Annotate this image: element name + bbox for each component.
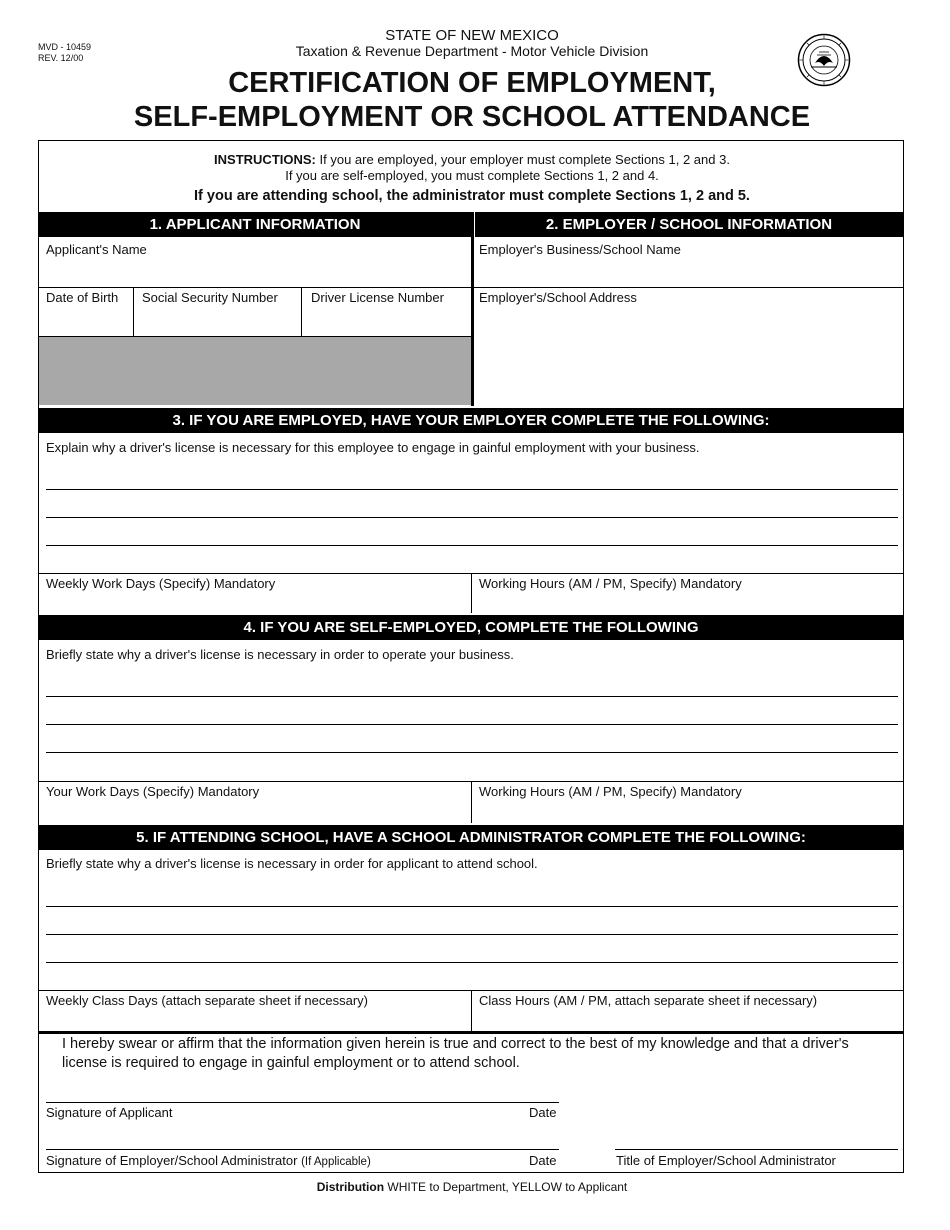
instructions-label: INSTRUCTIONS: <box>214 152 316 167</box>
divider <box>471 990 472 1032</box>
section2-header: 2. EMPLOYER / SCHOOL INFORMATION <box>475 212 903 237</box>
divider <box>133 287 134 336</box>
section5-header: 5. IF ATTENDING SCHOOL, HAVE A SCHOOL ADMINISTRATOR COMPLETE THE FOLLOWING: <box>39 825 903 850</box>
form-title-line2: SELF-EMPLOYMENT OR SCHOOL ATTENDANCE <box>133 101 811 133</box>
section4-explain-label: Briefly state why a driver's license is necessary in order to operate your business. <box>46 647 514 662</box>
ssn-field[interactable]: Social Security Number <box>142 290 278 305</box>
weekly-class-days-field[interactable]: Weekly Class Days (attach separate sheet if necessary) <box>46 993 369 1008</box>
employer-signature-line[interactable] <box>46 1149 559 1150</box>
instructions-text1: If you are employed, your employer must complete Sections 1, 2 and 3. <box>319 152 730 167</box>
section5-line3[interactable] <box>46 962 898 963</box>
applicant-signature-line[interactable] <box>46 1102 559 1103</box>
section4-line2[interactable] <box>46 724 898 725</box>
section3-line1[interactable] <box>46 489 898 490</box>
divider <box>471 573 472 613</box>
section5-line1[interactable] <box>46 906 898 907</box>
date-of-birth-field[interactable]: Date of Birth <box>46 290 119 305</box>
section3-explain-label: Explain why a driver's license is necessary for this employee to engage in gainful employment with your business. <box>46 440 700 455</box>
form-number-text: MVD - 10459 <box>38 42 92 52</box>
instructions-line3: If you are attending school, the administrator must complete Sections 1, 2 and 5. <box>194 188 750 204</box>
employer-name-field[interactable]: Employer's Business/School Name <box>479 242 681 257</box>
employer-title-line[interactable] <box>615 1149 898 1150</box>
signature-applicant-label: Signature of Applicant <box>46 1105 173 1120</box>
shaded-area <box>39 337 472 405</box>
class-hours-field[interactable]: Class Hours (AM / PM, attach separate sheet if necessary) <box>479 993 818 1008</box>
working-hours-field[interactable]: Working Hours (AM / PM, Specify) Mandatory <box>479 576 742 591</box>
your-work-days-field[interactable]: Your Work Days (Specify) Mandatory <box>46 784 260 799</box>
state-seal-icon <box>797 33 851 87</box>
date-label-1: Date <box>529 1105 557 1120</box>
section3-header: 3. IF YOU ARE EMPLOYED, HAVE YOUR EMPLOYER COMPLETE THE FOLLOWING: <box>39 408 903 433</box>
divider <box>39 1031 903 1034</box>
employer-address-field[interactable]: Employer's/School Address <box>479 290 637 305</box>
if-applicable-text: (If Applicable) <box>301 1156 371 1168</box>
instructions-line2: If you are self-employed, you must complete Sections 1, 2 and 4. <box>285 168 659 183</box>
form-title-line1: CERTIFICATION OF EMPLOYMENT, <box>228 67 716 99</box>
section1-header: 1. APPLICANT INFORMATION <box>39 212 471 237</box>
affirmation-text: I hereby swear or affirm that the information given herein is true and correct to the best of my knowledge and that a driver's license is required to engage in gainful employment or to attend school. <box>62 1036 849 1071</box>
divider <box>471 212 474 406</box>
section5-explain-label: Briefly state why a driver's license is necessary in order for applicant to attend school. <box>46 856 538 871</box>
applicant-name-field[interactable]: Applicant's Name <box>46 242 147 257</box>
instructions-line1 <box>40 152 904 167</box>
distribution-note <box>0 1180 944 1195</box>
divider <box>301 287 302 336</box>
divider <box>471 781 472 823</box>
section4-header: 4. IF YOU ARE SELF-EMPLOYED, COMPLETE THE FOLLOWING <box>39 615 903 640</box>
date-label-2: Date <box>529 1153 557 1168</box>
signature-employer-label <box>46 1153 371 1170</box>
section3-line2[interactable] <box>46 517 898 518</box>
title-employer-label: Title of Employer/School Administrator <box>616 1153 836 1168</box>
signature-employer-text: Signature of Employer/School Administrator <box>46 1153 298 1168</box>
self-working-hours-field[interactable]: Working Hours (AM / PM, Specify) Mandatory <box>479 784 742 799</box>
driver-license-field[interactable]: Driver License Number <box>311 290 444 305</box>
distribution-label: Distribution <box>316 1180 385 1194</box>
revision-text: REV. 12/00 <box>38 53 84 63</box>
section5-line2[interactable] <box>46 934 898 935</box>
section4-line3[interactable] <box>46 752 898 753</box>
distribution-text: WHITE to Department, YELLOW to Applicant <box>387 1180 628 1194</box>
section3-line3[interactable] <box>46 545 898 546</box>
weekly-work-days-field[interactable]: Weekly Work Days (Specify) Mandatory <box>46 576 276 591</box>
section4-line1[interactable] <box>46 696 898 697</box>
department-name: Taxation & Revenue Department - Motor Vehicle Division <box>295 43 649 59</box>
state-name: STATE OF NEW MEXICO <box>385 27 559 44</box>
